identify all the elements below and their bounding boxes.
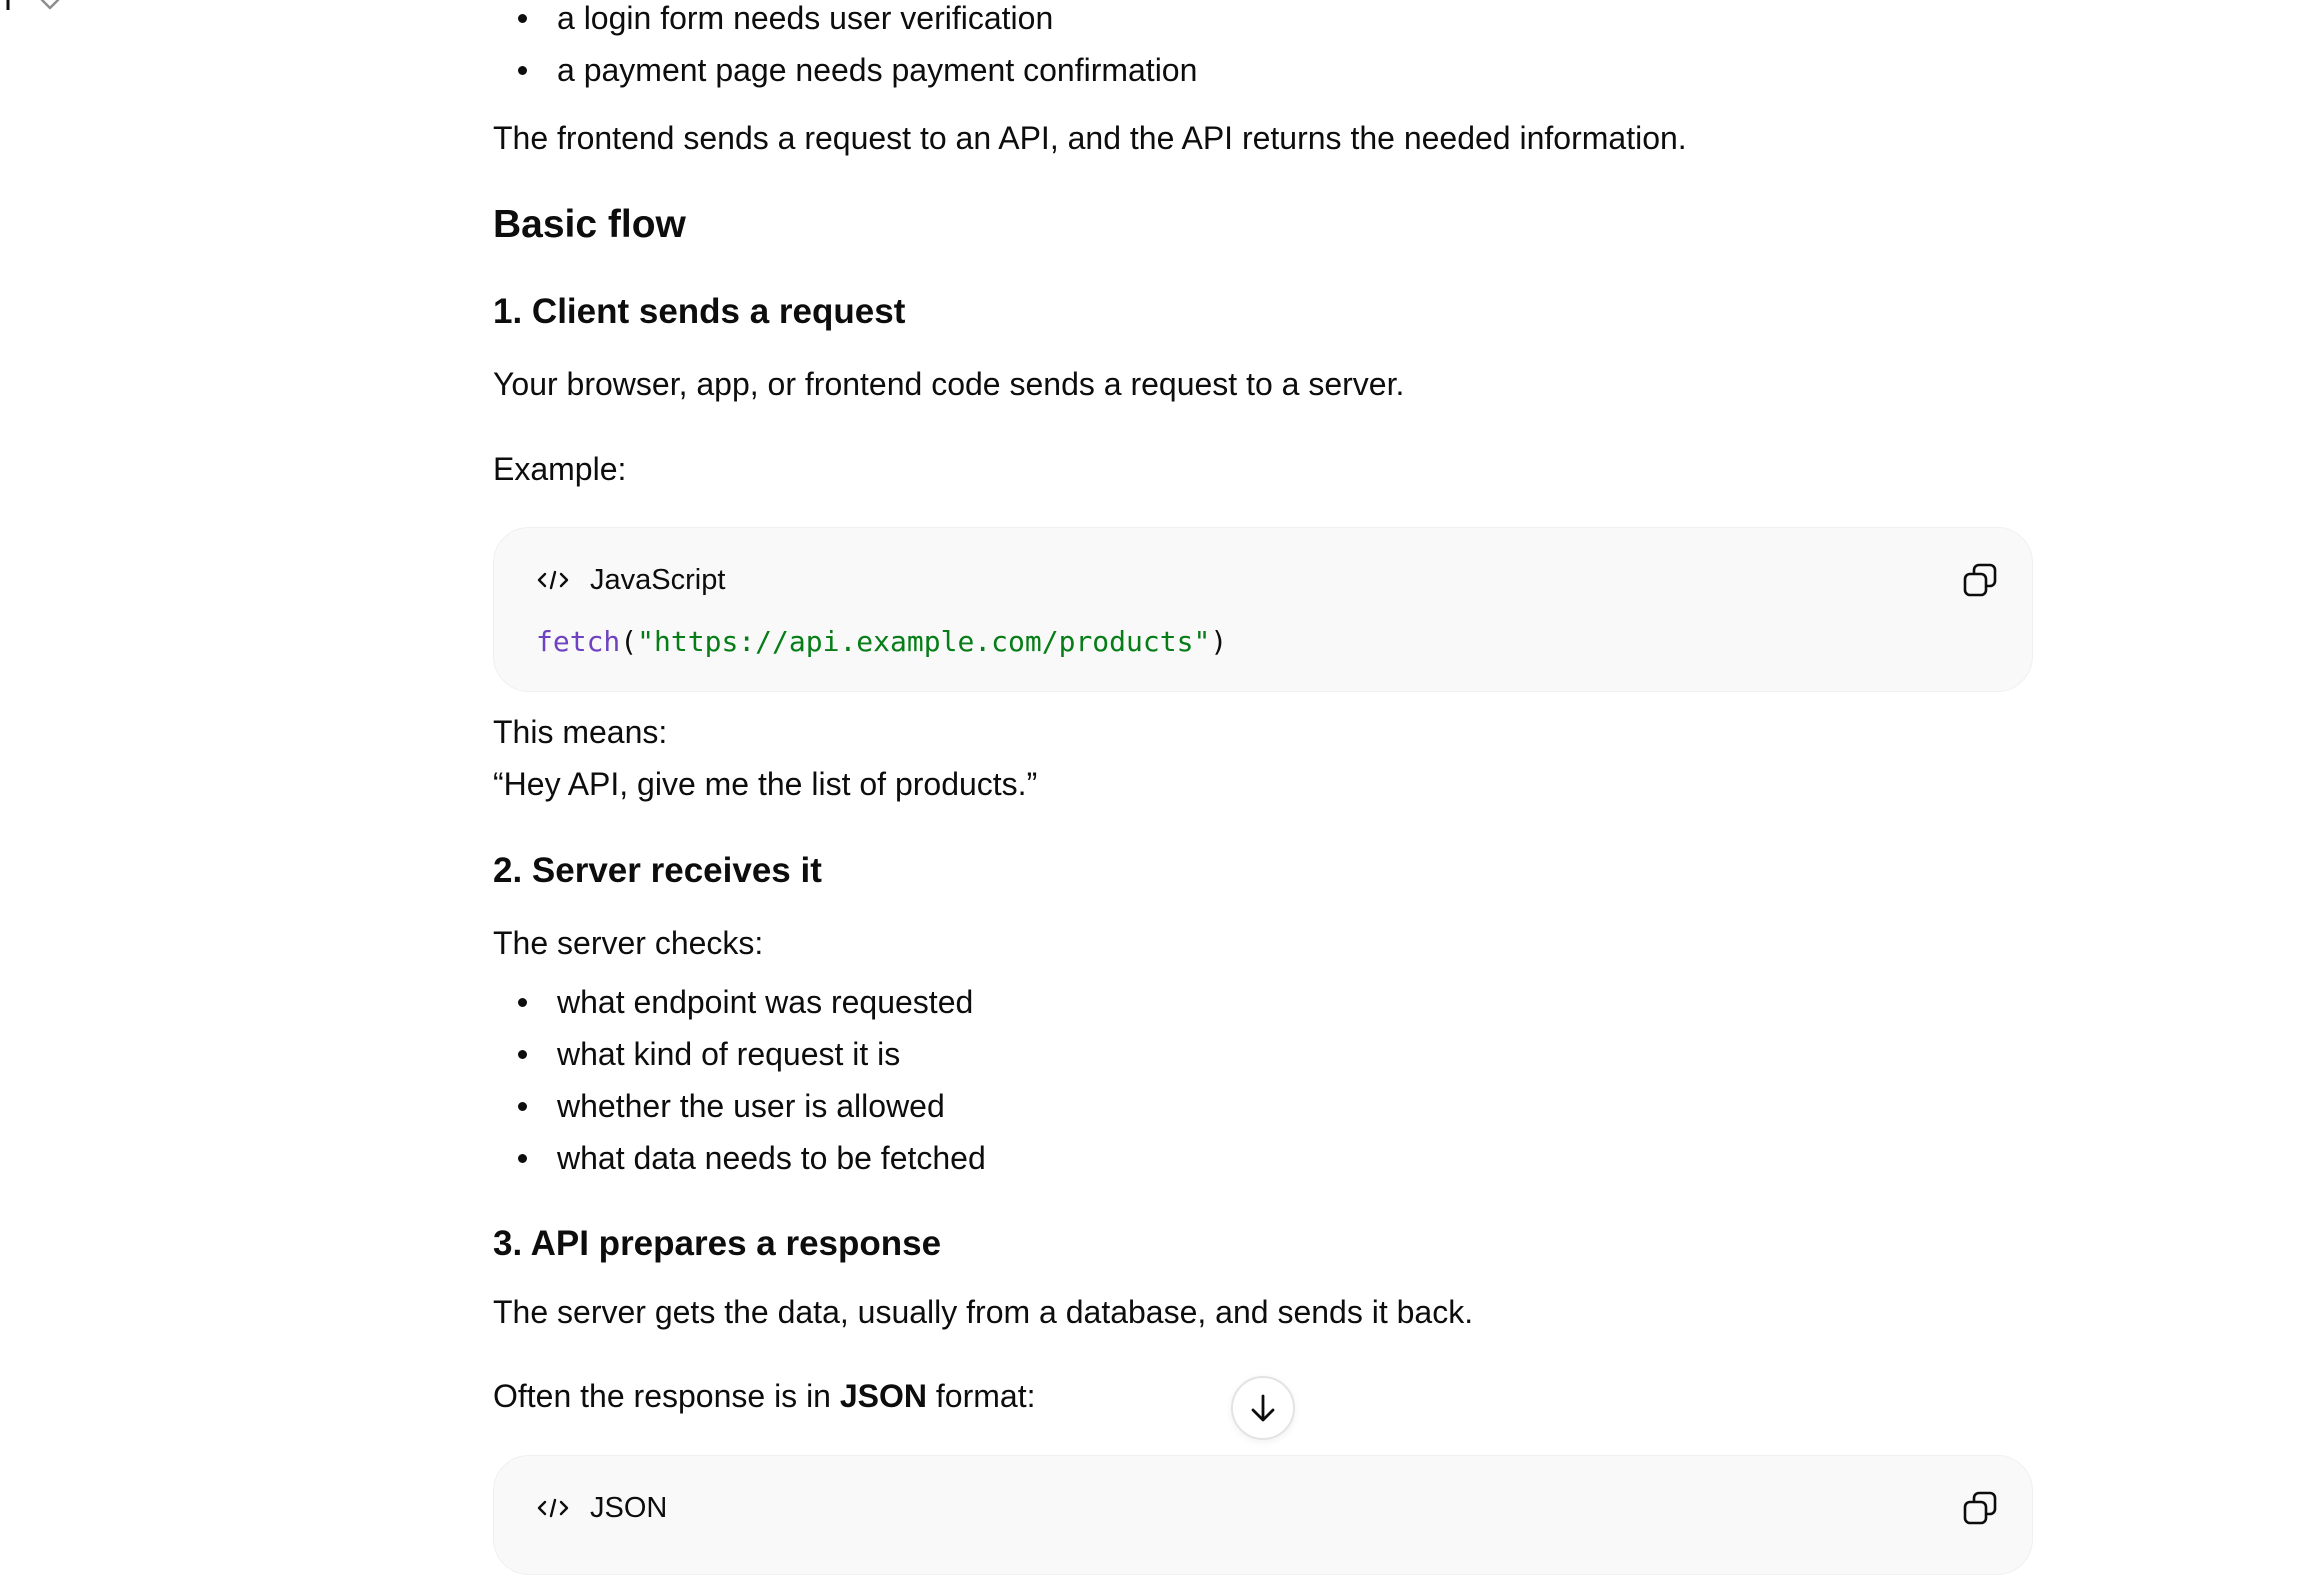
list-item-text: whether the user is allowed (557, 1088, 945, 1124)
copy-icon (1962, 1490, 1998, 1526)
step1-text: Your browser, app, or frontend code sends a request to a server. (493, 366, 1405, 402)
chevron-down-icon[interactable] (0, 0, 60, 16)
code-token-function: fetch (536, 625, 621, 658)
step2-intro: The server checks: (493, 925, 764, 961)
list-item-text: what endpoint was requested (557, 984, 974, 1020)
code-token-string: "https://api.example.com/products" (637, 625, 1211, 658)
step3-heading: 3. API prepares a response (493, 1224, 942, 1263)
json-format-bold: JSON (839, 1378, 927, 1414)
code-header (536, 1486, 667, 1530)
bullet-dot (518, 1154, 527, 1163)
bullet-dot (518, 1102, 527, 1111)
step2-heading: 2. Server receives it (493, 851, 822, 890)
list-item-text: a login form needs user verification (557, 0, 1054, 36)
code-brackets-icon (536, 568, 570, 592)
intro-paragraph: The frontend sends a request to an API, and the API returns the needed information. (493, 120, 1687, 156)
list-item-text: what kind of request it is (557, 1036, 901, 1072)
bullet-dot (518, 14, 527, 23)
code-block-json (493, 1455, 2033, 1575)
code-token-punctuation: ( (620, 625, 638, 658)
code-header (536, 558, 725, 602)
list-item-text: a payment page needs payment confirmation (557, 52, 1198, 88)
scroll-to-bottom-button[interactable] (1231, 1376, 1295, 1440)
list-item-text: what data needs to be fetched (557, 1140, 986, 1176)
example-label: Example: (493, 451, 627, 487)
code-token-punctuation: ) (1210, 625, 1228, 658)
code-language-label: JavaScript (590, 564, 726, 596)
step1-heading: 1. Client sends a request (493, 292, 906, 331)
arrow-down-icon (1247, 1392, 1279, 1424)
bullet-dot (518, 998, 527, 1007)
code-language-label: JSON (590, 1492, 668, 1524)
code-line (536, 622, 1227, 662)
copy-icon (1962, 562, 1998, 598)
bullet-dot (518, 1050, 527, 1059)
json-format-prefix: Often the response is in (493, 1378, 840, 1414)
code-brackets-icon (536, 1496, 570, 1520)
code-block-javascript (493, 527, 2033, 692)
meaning-quote: “Hey API, give me the list of products.” (493, 766, 1038, 802)
step3-text: The server gets the data, usually from a database, and sends it back. (493, 1294, 1474, 1330)
json-format-suffix: format: (927, 1378, 1036, 1414)
copy-code-button[interactable] (1958, 558, 2002, 602)
meaning-label: This means: (493, 714, 668, 750)
section-heading: Basic flow (493, 203, 686, 246)
bullet-dot (518, 66, 527, 75)
json-format-note (493, 1376, 1035, 1416)
copy-code-button[interactable] (1958, 1486, 2002, 1530)
